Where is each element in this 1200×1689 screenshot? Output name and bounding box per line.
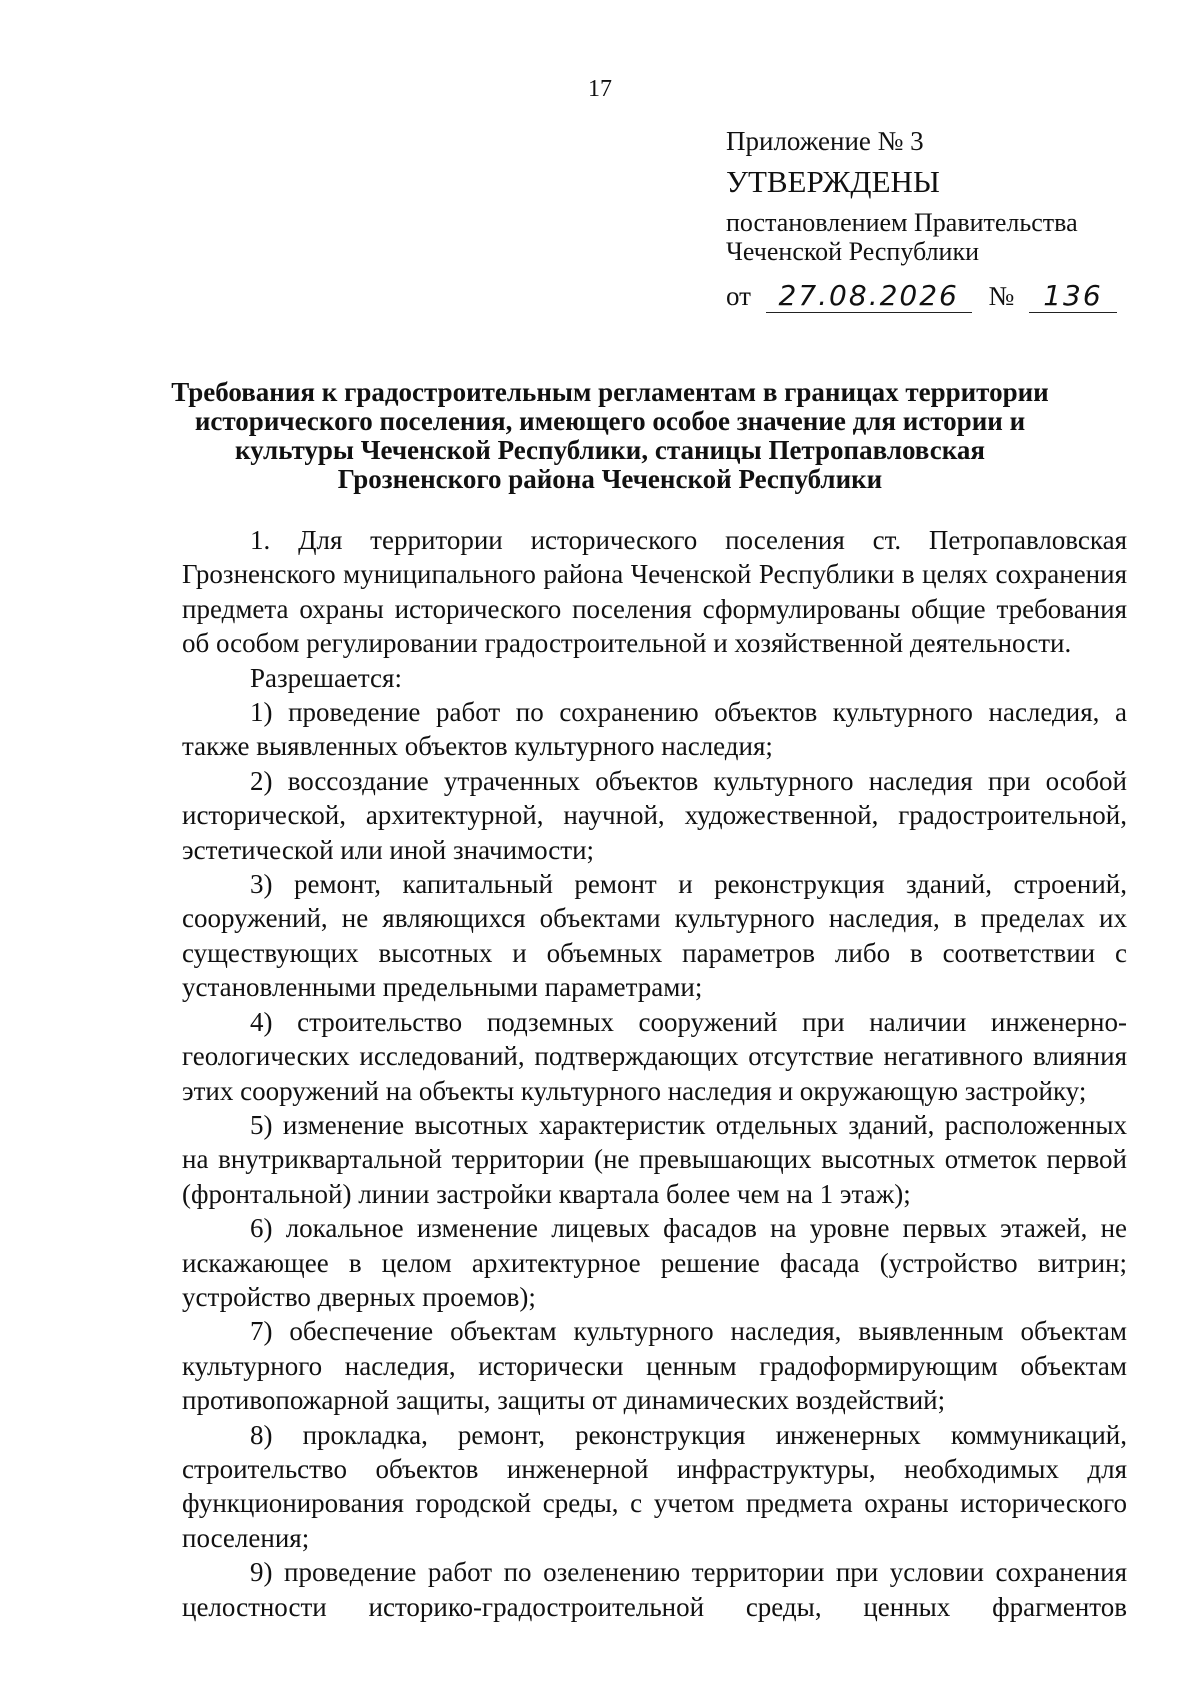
handwritten-date: 27.08.2026	[766, 280, 972, 313]
approval-authority-line-1: постановлением Правительства	[726, 208, 1078, 237]
number-label: №	[988, 281, 1015, 311]
document-title: Требования к градостроительным регламентам в границах территории исторического поселения, имеющего особое значение для истории и культуры Чеченской Республики, станицы Петропавловская Грозненского района Чеченской Республики	[171, 377, 1049, 494]
list-item-4: 4) строительство подземных сооружений при наличии инженерно-геологических исследований, подтверждающих отсутствие негативного влияния этих сооружений на объекты культурного наследия и окружающую застройку;	[182, 1006, 1127, 1106]
handwritten-number: 136	[1029, 280, 1117, 313]
paragraph-allowed: Разрешается:	[250, 662, 402, 693]
list-item-9: 9) проведение работ по озеленению территории при условии сохранения целостности историко-градостроительной среды, ценных фрагментов	[182, 1557, 1127, 1622]
approval-date-number-line	[726, 276, 1146, 316]
list-item-6: 6) локальное изменение лицевых фасадов на уровне первых этажей, не искажающее в целом архитектурное решение фасада (устройство витрин; устройство дверных проемов);	[182, 1213, 1127, 1312]
approval-authority	[726, 208, 1146, 266]
page-number: 17	[588, 76, 612, 102]
approved-label: УТВЕРЖДЕНЫ	[726, 164, 940, 199]
list-item-1: 1) проведение работ по сохранению объектов культурного наследия, а также выявленных объектов культурного наследия;	[182, 697, 1127, 762]
list-item-2: 2) воссоздание утраченных объектов культурного наследия при особой исторической, архитектурной, научной, художественной, градостроительной, эстетической или иной значимости;	[182, 765, 1127, 865]
approval-block	[726, 124, 1146, 316]
list-item-3: 3) ремонт, капитальный ремонт и реконструкция зданий, строений, сооружений, не являющихся объектами культурного наследия, в пределах их существующих высотных и объемных параметров либо в соответствии с установленными предельными параметрами;	[182, 869, 1127, 1003]
list-item-5: 5) изменение высотных характеристик отдельных зданий, расположенных на внутриквартальной территории (не превышающих высотных отметок первой (фронтальной) линии застройки квартала более чем на 1 этаж);	[182, 1109, 1127, 1209]
document-body	[182, 523, 1127, 1624]
annex-label: Приложение № 3	[726, 126, 924, 156]
paragraph-1: 1. Для территории исторического поселения ст. Петропавловская Грозненского муниципального района Чеченской Республики в целях сохранения предмета охраны исторического поселения сформулированы общие требования об особом регулировании градостроительной и хозяйственной деятельности.	[182, 525, 1127, 659]
from-label: от	[726, 281, 751, 311]
approval-authority-line-2: Чеченской Республики	[726, 237, 980, 266]
list-item-7: 7) обеспечение объектам культурного наследия, выявленным объектам культурного наследия, исторически ценным градоформирующим объектам противопожарной защиты, защиты от динамических воздействий;	[182, 1316, 1127, 1416]
list-item-8: 8) прокладка, ремонт, реконструкция инженерных коммуникаций, строительство объектов инженерной инфраструктуры, необходимых для функционирования городской среды, с учетом предмета охраны исторического поселения;	[182, 1419, 1127, 1553]
